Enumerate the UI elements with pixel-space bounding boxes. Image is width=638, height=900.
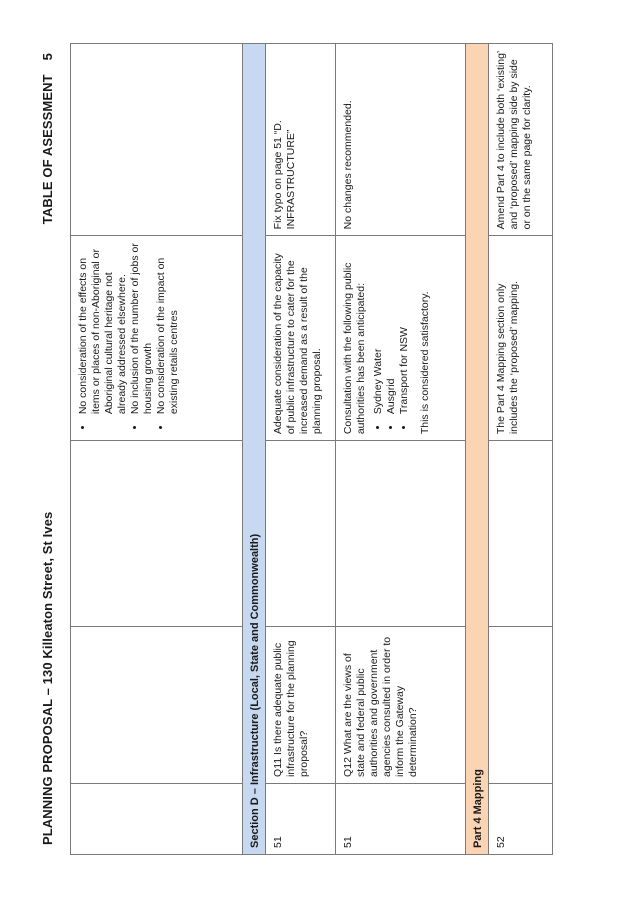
list-item: • Transport for NSW [398, 242, 411, 416]
section-d-row [243, 44, 266, 855]
table-row [266, 44, 336, 855]
list-item: • Ausgrid [385, 242, 398, 416]
authority-list [372, 242, 411, 434]
page-cell [71, 783, 243, 854]
page-ref: 52 [489, 783, 553, 854]
response-cell [336, 236, 466, 441]
question-cell [71, 627, 243, 784]
question-text: Q11 Is there adequate public infrastructure for the planning proposal? [266, 627, 336, 784]
section-title: TABLE OF ASESSMENT [40, 74, 55, 225]
recommendation-text: No changes recommended. [336, 44, 466, 236]
blank-cell [336, 441, 466, 627]
recommendation-text: Fix typo on page 51 “D. INFRASTRUCTURE” [266, 44, 336, 236]
response-cell [71, 236, 243, 441]
assessment-table [70, 43, 553, 855]
part4-row [466, 44, 489, 855]
table-row [489, 44, 553, 855]
question-cell [489, 627, 553, 784]
response-text: Adequate consideration of the capacity of public infrastructure to cater for the increased demand as a result of the planning proposal. [266, 236, 336, 441]
response-list [77, 242, 181, 434]
response-note: This is considered satisfactory. [419, 291, 431, 435]
section-d-heading: Section D – Infrastructure (Local, State and Commonwealth) [243, 44, 266, 855]
document-title: PLANNING PROPOSAL – 130 Killeaton Street, St Ives [40, 511, 55, 845]
list-item: • No inclusion of the number of jobs or housing growth [129, 242, 155, 416]
blank-cell [489, 441, 553, 627]
list-item: • No consideration of the impact on existing retails centres [155, 242, 181, 416]
part4-heading: Part 4 Mapping [466, 44, 489, 855]
recommendation-text: Amend Part 4 to include both ‘existing’ and ‘proposed’ mapping side by side or on the same page for clarity. [489, 44, 553, 236]
table-row [71, 44, 243, 855]
page-number: 5 [40, 53, 55, 61]
response-intro: Consultation with the following public authorities has been anticipated: [342, 262, 367, 435]
recommendation-cell [71, 44, 243, 236]
blank-cell [266, 441, 336, 627]
table-row [336, 44, 466, 855]
response-text: The Part 4 Mapping section only includes the ‘proposed’ mapping. [489, 236, 553, 441]
list-item: • No consideration of the effects on items or places of non-Aboriginal or Aboriginal cultural heritage not already addressed elsewhere. [77, 242, 129, 416]
section-header [40, 53, 55, 224]
page-ref: 51 [336, 783, 466, 854]
blank-cell [71, 441, 243, 627]
page-ref: 51 [266, 783, 336, 854]
question-text: Q12 What are the views of state and federal public authorities and government agencies consulted in order to inform the Gateway determination? [336, 627, 466, 784]
list-item: • Sydney Water [372, 242, 385, 416]
